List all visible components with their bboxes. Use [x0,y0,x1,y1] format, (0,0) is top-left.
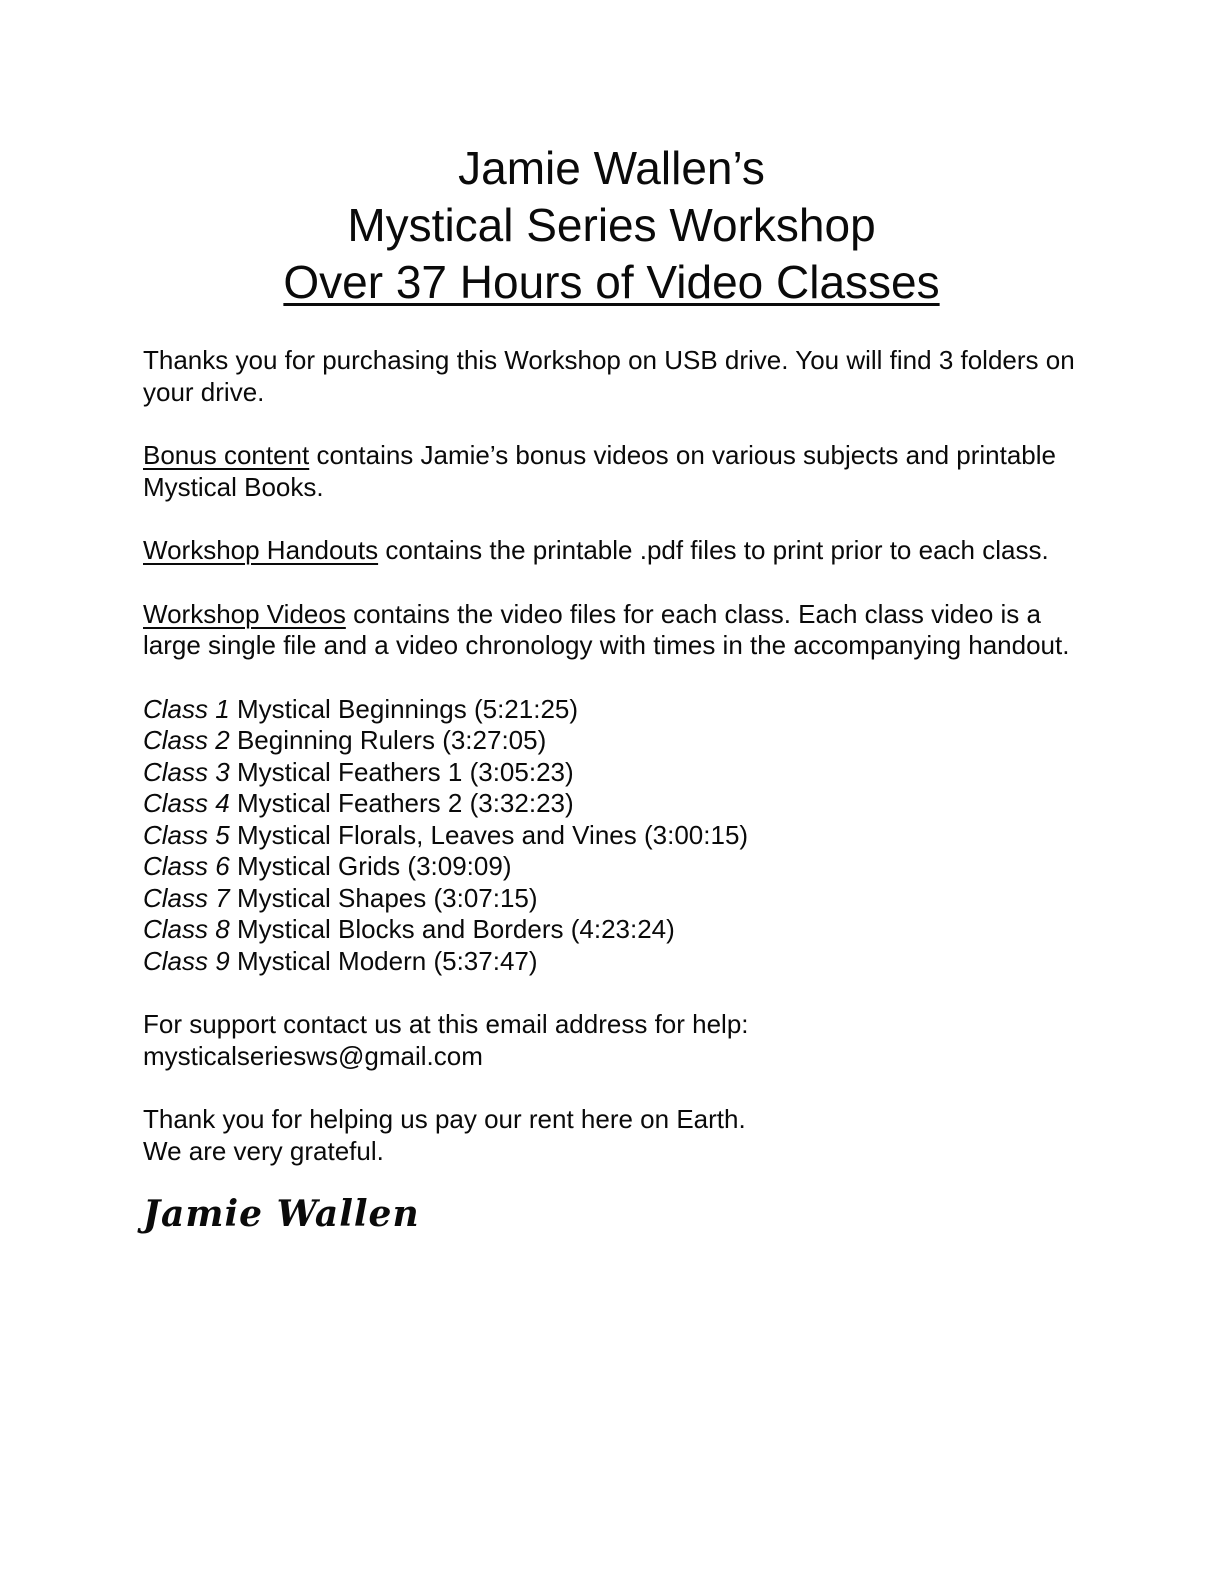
class-row-4 [143,788,1080,820]
signature: Jamie Wallen [143,1193,420,1235]
class-label: Class 1 [143,693,230,724]
class-row-5 [143,820,1080,852]
document-body [143,345,1080,1235]
class-name: Mystical Grids [236,851,401,881]
document-title [143,140,1080,311]
class-row-1 [143,694,1080,726]
folder-paragraph-videos [143,599,1080,662]
class-name: Mystical Florals, Leaves and Vines [236,819,637,850]
class-name: Mystical Feathers 1 [236,756,463,787]
folder-description-handouts: contains the printable .pdf files to print prior to each class. [385,535,1049,565]
class-label: Class 3 [143,756,230,787]
thanks-line-1: Thank you for helping us pay our rent here on Earth. [143,1104,746,1134]
class-label: Class 6 [143,851,230,881]
class-duration: (3:09:09) [407,851,512,881]
class-name: Mystical Shapes [236,882,427,913]
class-label: Class 8 [143,914,230,944]
class-name: Mystical Feathers 2 [236,788,463,818]
class-name: Beginning Rulers [236,725,435,755]
class-row-7 [143,883,1080,915]
support-email: mysticalseriesws@gmail.com [143,1040,483,1071]
class-name: Mystical Blocks and Borders [236,914,564,944]
class-list [143,694,1080,978]
folder-description-videos: contains the video files for each class. Each class video is a large single file and a video chronology with times in the accompanying handout. [143,598,1070,660]
class-label: Class 7 [143,882,230,913]
folder-name-bonus: Bonus content [143,440,310,470]
class-duration: (4:23:24) [570,914,675,944]
folder-name-handouts: Workshop Handouts [143,535,379,565]
title-line-2: Mystical Series Workshop [347,199,876,251]
class-duration: (3:00:15) [644,819,749,850]
intro-paragraph: Thanks you for purchasing this Workshop on USB drive. You will find 3 folders on your drive. [143,345,1075,407]
class-row-6 [143,851,1080,883]
title-line-1: Jamie Wallen’s [458,142,765,194]
class-name: Mystical Beginnings [236,693,467,724]
class-row-3 [143,757,1080,789]
class-name: Mystical Modern [236,945,427,976]
class-row-9 [143,946,1080,978]
support-line: For support contact us at this email address for help: [143,1009,749,1039]
class-label: Class 2 [143,725,230,755]
folder-description-bonus: contains Jamie’s bonus videos on various subjects and printable Mystical Books. [143,440,1056,502]
thanks-line-2: We are very grateful. [143,1135,384,1166]
folder-paragraph-handouts [143,535,1080,567]
folder-name-videos: Workshop Videos [143,598,346,629]
class-label: Class 5 [143,819,230,850]
class-row-2 [143,725,1080,757]
thanks-paragraph [143,1104,1080,1167]
folder-paragraph-bonus [143,440,1080,503]
class-row-8 [143,914,1080,946]
support-paragraph [143,1009,1080,1072]
class-duration: (3:27:05) [442,725,547,755]
class-duration: (3:32:23) [469,788,574,818]
class-duration: (3:05:23) [469,756,574,787]
subtitle: Over 37 Hours of Video Classes [283,256,940,308]
class-duration: (5:21:25) [473,693,579,724]
class-label: Class 9 [143,945,230,976]
class-duration: (3:07:15) [433,882,538,913]
class-label: Class 4 [143,788,230,818]
class-duration: (5:37:47) [433,945,538,976]
